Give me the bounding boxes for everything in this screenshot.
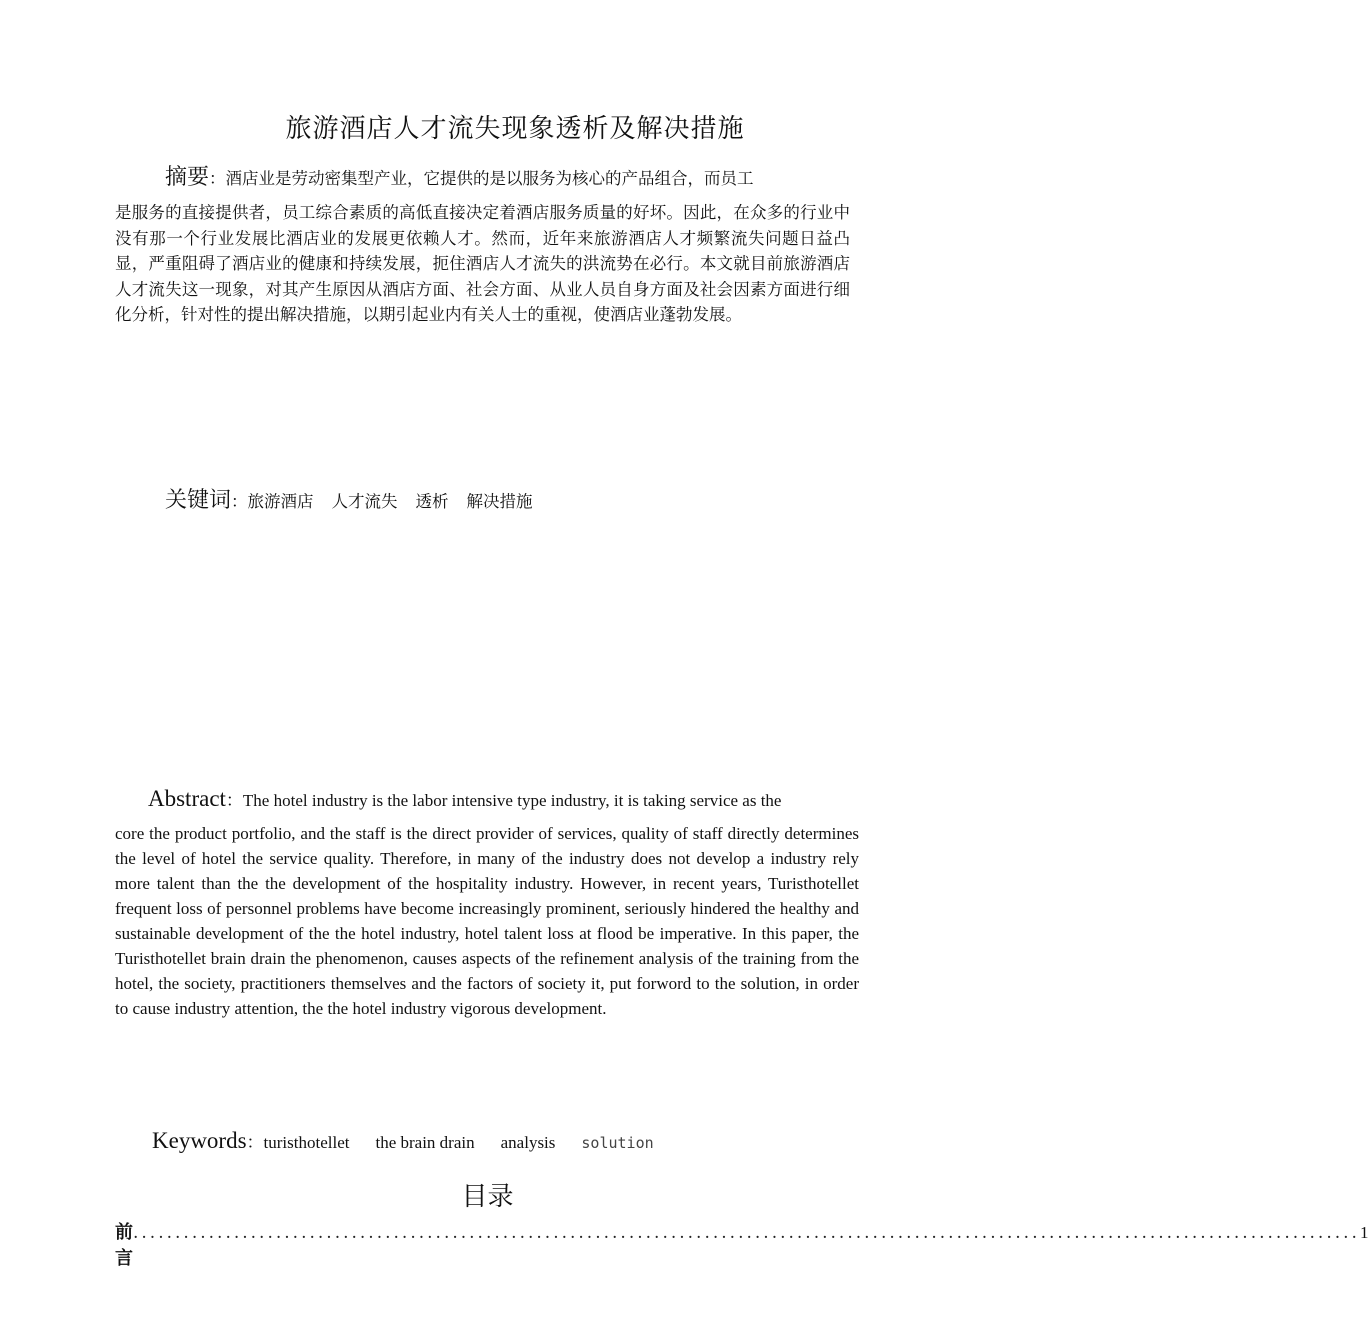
keyword-en-term: solution: [581, 1134, 654, 1152]
abstract-en-sep: ：: [225, 791, 243, 810]
keywords-zh: [165, 483, 551, 514]
keyword-en-term: turisthotellet: [263, 1133, 350, 1152]
keywords-en-sep: ：: [246, 1133, 264, 1152]
keywords-en-label: Keywords: [152, 1128, 247, 1153]
abstract-zh-sep: ：: [209, 169, 226, 188]
keyword-en-term: the brain drain: [375, 1133, 475, 1152]
abstract-en-label: Abstract: [148, 786, 226, 811]
keywords-zh-sep: ：: [231, 492, 248, 511]
keywords-zh-label: 关键词: [165, 488, 232, 513]
toc-entry-label: 前言: [115, 1222, 133, 1269]
abstract-en-body: core the product portfolio, and the staff is the direct provider of services, quality of staff directly determines the level of hotel the service quality. Therefore, in many of the industry does not develop a industry rely more talent than the the development of the hospitality industry. However, in recent years, Turisthotellet frequent loss of personnel problems have become increasingly prominent, seriously hindered the healthy and sustainable development of the the hotel industry, hotel talent loss at flood be imperative. In this paper, the Turisthotellet brain drain the phenomenon, causes aspects of the refinement analysis of the training from the hotel, the society, practitioners themselves and the factors of society it, put forword to the solution, in order to cause industry attention, the the hotel industry vigorous development.: [115, 824, 859, 1018]
toc-entry[interactable]: [115, 1218, 1368, 1270]
page-title: 旅游酒店人才流失现象透析及解决措施: [285, 114, 745, 144]
keyword-en-term: analysis: [500, 1133, 556, 1152]
abstract-zh-first-line: [115, 158, 850, 200]
abstract-en: [115, 781, 859, 1021]
abstract-zh-label: 摘要: [165, 165, 210, 190]
abstract-en-first-line: [115, 781, 859, 821]
abstract-en-first-text: The hotel industry is the labor intensive type industry, it is taking service as the: [242, 791, 782, 810]
abstract-zh-first-text: 酒店业是劳动密集型产业，它提供的是以服务为核心的产品组合，而员工: [225, 169, 754, 188]
keyword-zh-term: 人才流失: [331, 492, 398, 511]
abstract-zh-body: 是服务的直接提供者，员工综合素质的高低直接决定着酒店服务质量的好坏。因此，在众多的行业中没有那一个行业发展比酒店业的发展更依赖人才。然而，近年来旅游酒店人才频繁流失问题日益凸显，严重阻碍了酒店业的健康和持续发展，扼住酒店人才流失的洪流势在必行。本文就目前旅游酒店人才流失这一现象，对其产生原因从酒店方面、社会方面、从业人员自身方面及社会因素方面进行细化分析，针对性的提出解决措施，以期引起业内有关人士的重视，使酒店业蓬勃发展。: [115, 203, 850, 324]
abstract-zh: [115, 158, 850, 328]
keyword-zh-term: 透析: [415, 492, 449, 511]
keywords-en: [152, 1128, 680, 1154]
toc-entry-page: 1: [1359, 1223, 1368, 1242]
keyword-zh-term: 旅游酒店: [247, 492, 314, 511]
keyword-zh-term: 解决措施: [466, 492, 533, 511]
toc-title: 目录: [461, 1182, 514, 1212]
toc-leader-dots: ..................................................................................................................................................: [133, 1223, 1360, 1243]
